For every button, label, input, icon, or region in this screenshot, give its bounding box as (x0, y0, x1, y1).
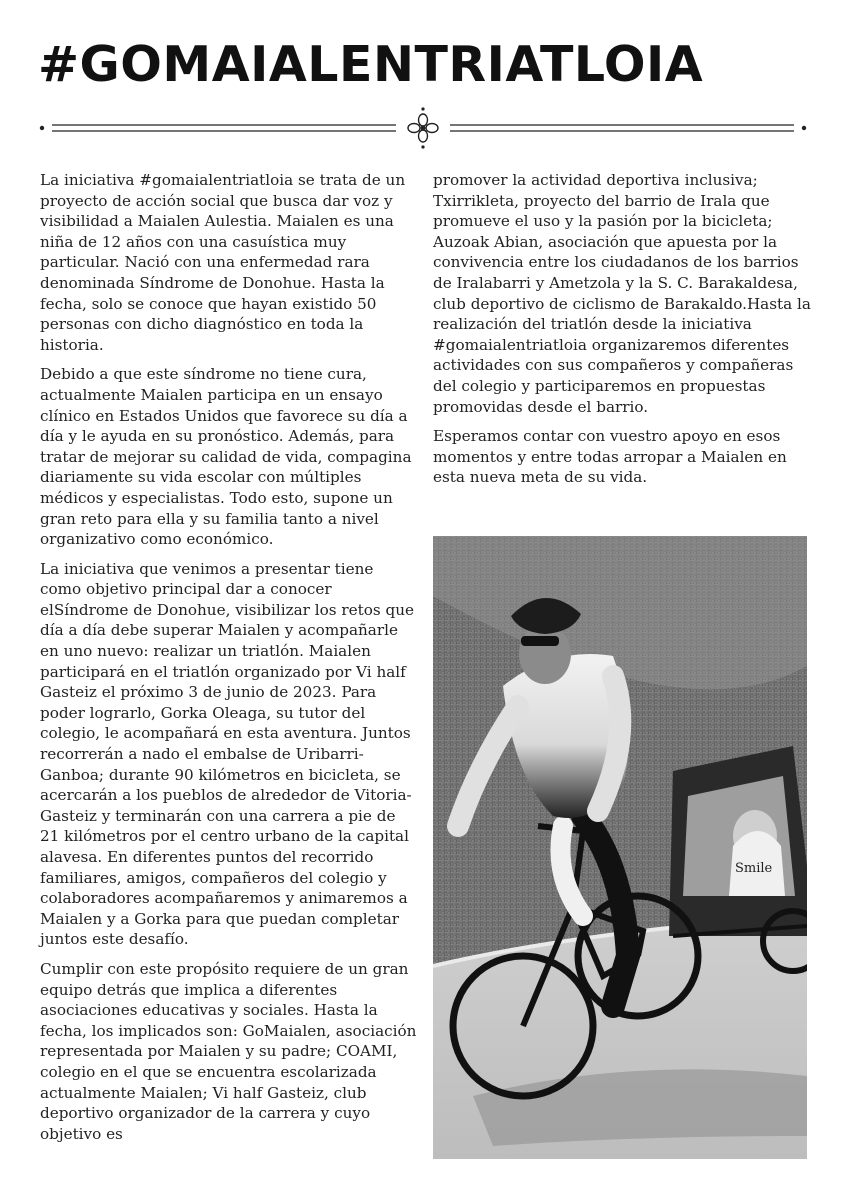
page-title: #GOMAIALENTRIATLOIA (38, 36, 704, 93)
flower-ornament-icon (408, 107, 438, 148)
paragraph-triathlon: La iniciativa que venimos a presentar tiene como objetivo principal dar a conocer elSíndrome de Donohue, visibilizar los retos que día a día debe superar Maialen y acompañarle en uno nuevo: realizar un triatlón. Maialen participará en el triatlón organizado por Vi half Gasteiz el próximo 3 de junio de 2023. Para poder lograrlo, Gorka Oleaga, su tutor del colegio, le acompañará en esta aventura. Juntos recorrerán a nado el embalse de Uribarri-Ganboa; durante 90 kilómetros en bicicleta, se acercarán a los pueblos de alrededor de Vitoria-Gasteiz y terminarán con una carrera a pie de 21 kilómetros por el centro urbano de la capital alavesa. En diferentes puntos del recorrido familiares, amigos, compañeros del colegio y colaboradores acompañaremos y animaremos a Maialen y a Gorka para que puedan completar juntos este desafío. (40, 559, 414, 949)
cyclist-photo (433, 536, 807, 1159)
paragraph-team: Cumplir con este propósito requiere de un gran equipo detrás que implica a diferentes asociaciones educativas y sociales. Hasta la fecha, los implicados son: GoMaialen, asociación representada por Maialen y su padre; COAMI, colegio en el que se encuentra escolarizada actualmente Maialen; Vi half Gasteiz, club deportivo organizador de la carrera y cuyo objetivo es (40, 959, 417, 1143)
paragraph-closing: Esperamos contar con vuestro apoyo en esos momentos y entre todas arropar a Maialen en esta nueva meta de su vida. (433, 427, 787, 487)
paragraph-syndrome: Debido a que este síndrome no tiene cura, actualmente Maialen participa en un ensayo clínico en Estados Unidos que favorece su día a día y le ayuda en su pronóstico. Además, para tratar de mejorar su calidad de vida, compagina diariamente su vida escolar con múltiples médicos y especialistas. Todo esto, supone un gran reto para ella y su familia tanto a nivel organizativo como económico. (40, 365, 412, 549)
ornamental-divider (38, 106, 808, 150)
right-text-column (433, 170, 811, 497)
left-text-column (40, 170, 418, 1153)
paragraph-intro: La iniciativa #gomaialentriatloia se trata de un proyecto de acción social que busca dar voz y visibilidad a Maialen Aulestia. Maialen es una niña de 12 años con una casuística muy particular. Nació con una enfermedad rara denominada Síndrome de Donohue. Hasta la fecha, solo se conoce que hayan existido 50 personas con dicho diagnóstico en toda la historia. (40, 171, 406, 354)
jersey-text: Smile (735, 861, 773, 876)
paragraph-associations: promover la actividad deportiva inclusiva; Txirrikleta, proyecto del barrio de Irala que promueve el uso y la pasión por la bicicleta; Auzoak Abian, asociación que apuesta por la convivencia entre los ciudadanos de los barrios de Iralabarri y Ametzola y la S. C. Barakaldesa, club deportivo de ciclismo de Barakaldo.Hasta la realización del triatlón desde la iniciativa #gomaialentriatloia organizaremos diferentes actividades con sus compañeros y compañeras del colegio y participaremos en propuestas promovidas desde el barrio. (433, 171, 811, 416)
